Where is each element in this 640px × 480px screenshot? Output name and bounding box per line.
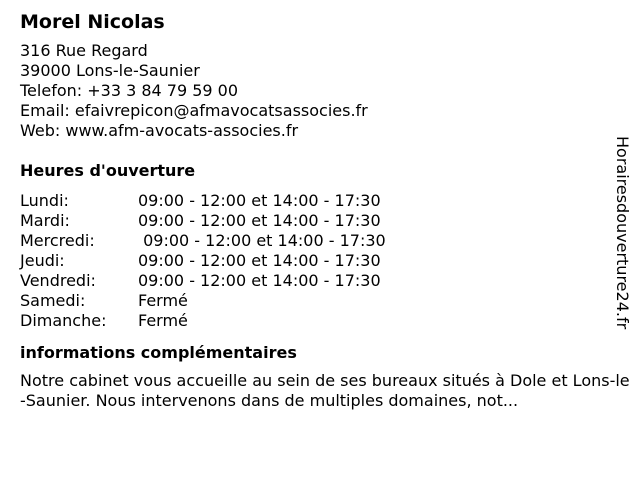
hours-value: Fermé xyxy=(138,311,188,330)
hours-row-vendredi xyxy=(20,271,620,291)
hours-day-label: Vendredi: xyxy=(20,271,96,290)
website-link[interactable]: Web: www.afm-avocats-associes.fr xyxy=(20,121,299,140)
email-address[interactable]: Email: efaivrepicon@afmavocatsassocies.fr xyxy=(20,101,368,120)
hours-row-jeudi xyxy=(20,251,620,271)
hours-row-dimanche xyxy=(20,311,620,331)
hours-value: 09:00 - 12:00 et 14:00 - 17:30 xyxy=(138,231,386,250)
hours-value: 09:00 - 12:00 et 14:00 - 17:30 xyxy=(138,251,381,270)
additional-info-title: informations complémentaires xyxy=(20,343,297,362)
hours-row-mercredi xyxy=(20,231,620,251)
additional-info-text: Notre cabinet vous accueille au sein de ses bureaux situés à Dole et Lons-le-Saunier. Nous intervenons dans de multiples domaines, not... xyxy=(20,371,630,410)
hours-row-lundi xyxy=(20,191,620,211)
hours-day-label: Samedi: xyxy=(20,291,86,310)
hours-day-label: Mercredi: xyxy=(20,231,95,250)
hours-day-label: Mardi: xyxy=(20,211,70,230)
hours-day-label: Jeudi: xyxy=(20,251,65,270)
hours-day-label: Dimanche: xyxy=(20,311,107,330)
hours-day-label: Lundi: xyxy=(20,191,69,210)
hours-value: Fermé xyxy=(138,291,188,310)
hours-value: 09:00 - 12:00 et 14:00 - 17:30 xyxy=(138,191,381,210)
city-address: 39000 Lons-le-Saunier xyxy=(20,61,200,80)
hours-row-samedi xyxy=(20,291,620,311)
street-address: 316 Rue Regard xyxy=(20,41,148,60)
hours-value: 09:00 - 12:00 et 14:00 - 17:30 xyxy=(138,271,381,290)
opening-hours-title: Heures d'ouverture xyxy=(20,161,196,180)
hours-value: 09:00 - 12:00 et 14:00 - 17:30 xyxy=(138,211,381,230)
opening-hours-table xyxy=(20,191,620,331)
business-name: Morel Nicolas xyxy=(20,11,165,33)
hours-row-mardi xyxy=(20,211,620,231)
phone-number[interactable]: Telefon: +33 3 84 79 59 00 xyxy=(20,81,239,100)
site-watermark: Horairesdouverture24.fr xyxy=(613,136,632,330)
